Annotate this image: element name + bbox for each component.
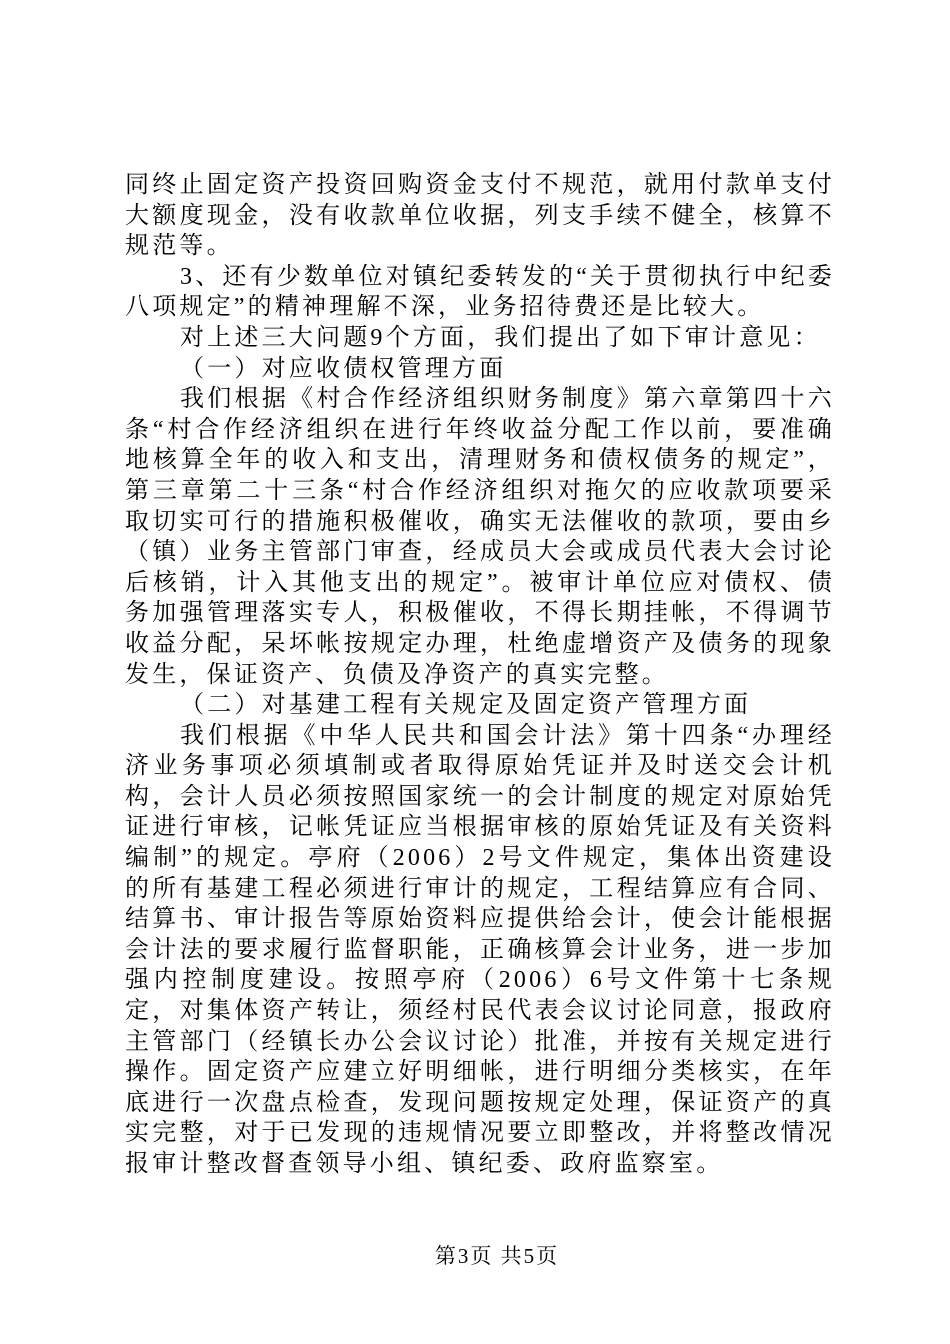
section-heading: （二）对基建工程有关规定及固定资产管理方面 — [180, 692, 752, 719]
paragraph: 对上述三大问题9个方面，我们提出了如下审计意见： — [180, 324, 821, 351]
section-heading: （一）对应收债权管理方面 — [180, 355, 507, 382]
document-body — [125, 170, 835, 1180]
page-footer — [0, 1243, 950, 1269]
paragraph: 我们根据《中华人民共和国会计法》第十四条“办理经济业务事项必须填制或者取得原始凭证并及时送交会计机构，会计人员必须按照国家统一的会计制度的规定对原始凭证进行审核，记帐凭证应当根据审核的原始凭证及有关资料编制”的规定。亭府（2006）2号文件规定，集体出资建设的所有基建工程必须进行审计的规定，工程结算应有合同、结算书、审计报告等原始资料应提供给会计，使会计能根据会计法的要求履行监督职能，正确核算会计业务，进一步加强内控制度建设。按照亭府（2006）6号文件第十七条规定，对集体资产转让，须经村民代表会议讨论同意，报政府主管部门（经镇长办公会议讨论）批准，并按有关规定进行操作。固定资产应建立好明细帐，进行明细分类核实，在年底进行一次盘点检查，发现问题按规定处理，保证资产的真实完整，对于已发现的违规情况要立即整改，并将整改情况报审计整改督查领导小组、镇纪委、政府监察室。 — [125, 722, 835, 1177]
page-number-label: 第3页 共5页 — [434, 1244, 560, 1268]
paragraph: 3、还有少数单位对镇纪委转发的“关于贯彻执行中纪委八项规定”的精神理解不深，业务招待费还是比较大。 — [125, 263, 835, 321]
paragraph: 同终止固定资产投资回购资金支付不规范，就用付款单支付大额度现金，没有收款单位收据，列支手续不健全，核算不规范等。 — [125, 172, 835, 260]
paragraph: 我们根据《村合作经济组织财务制度》第六章第四十六条“村合作经济组织在进行年终收益分配工作以前，要准确地核算全年的收入和支出，清理财务和债权债务的规定”，第三章第二十三条“村合作经济组织对拖欠的应收款项要采取切实可行的措施积极催收，确实无法催收的款项，要由乡（镇）业务主管部门审查，经成员大会或成员代表大会讨论后核销，计入其他支出的规定”。被审计单位应对债权、债务加强管理落实专人，积极催收，不得长期挂帐，不得调节收益分配，呆坏帐按规定办理，杜绝虚增资产及债务的现象发生，保证资产、负债及净资产的真实完整。 — [125, 386, 835, 688]
